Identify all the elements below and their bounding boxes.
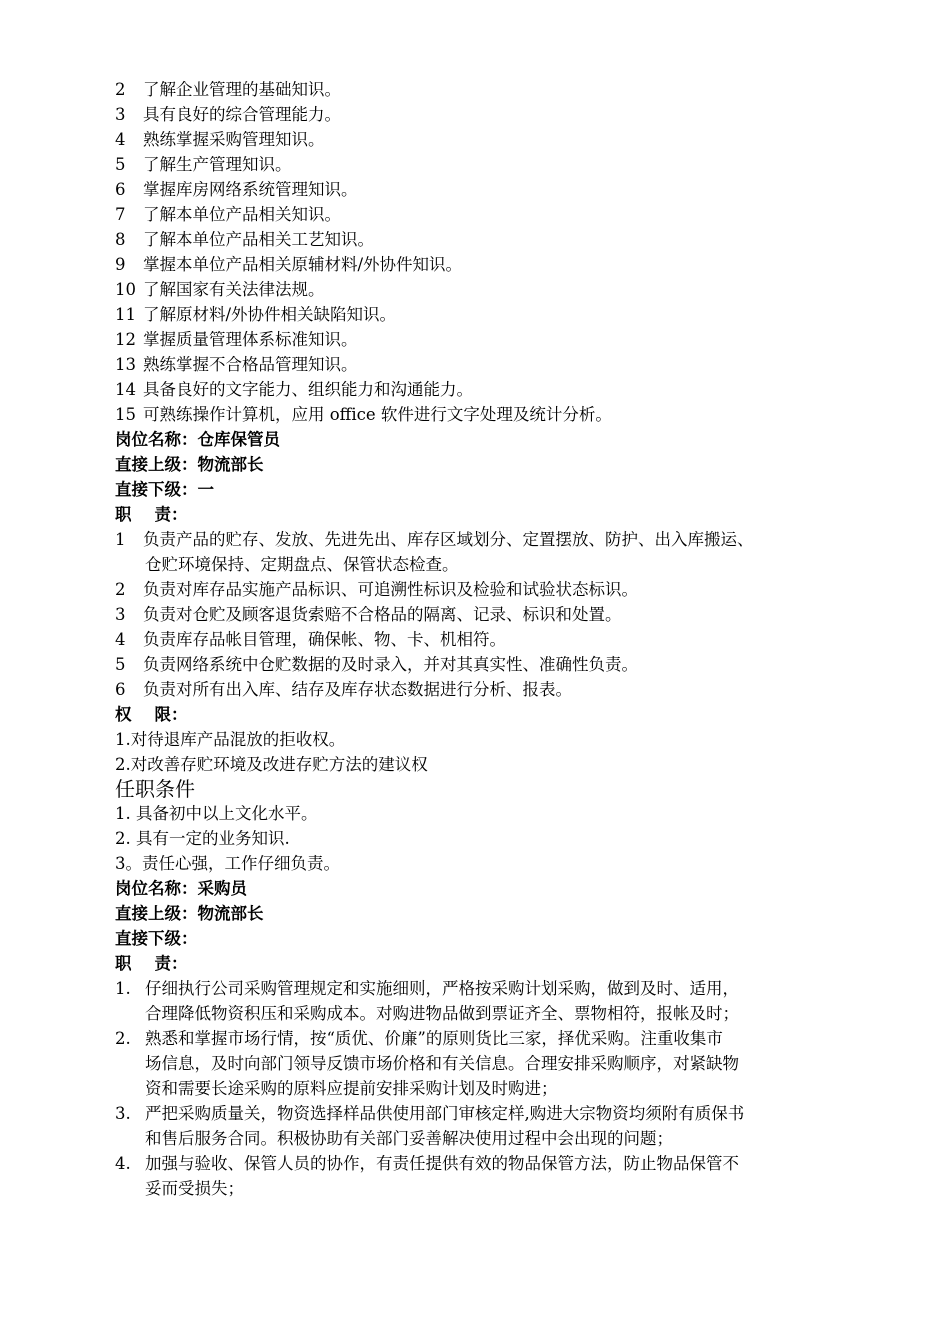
list-item: 7 了解本单位产品相关知识。 xyxy=(115,205,341,224)
direct-subordinate: 直接下级： xyxy=(115,929,198,948)
duty-item: 3. 严把采购质量关，物资选择样品供使用部门审核定样,购进大宗物资均须附有质保书 和售后服务合同。积极协助有关部门妥善解决使用过程中会出现的问题； xyxy=(115,1104,745,1148)
qualifications-heading: 任职条件 xyxy=(115,777,195,801)
list-item: 10 了解国家有关法律法规。 xyxy=(115,280,325,299)
qualification-item: 1. 具备初中以上文化水平。 xyxy=(115,804,318,823)
list-item: 9 掌握本单位产品相关原辅材料/外协件知识。 xyxy=(115,255,463,274)
direct-subordinate: 直接下级：一 xyxy=(115,480,214,499)
duty-item: 3 负责对仓贮及顾客退货索赔不合格品的隔离、记录、标识和处置。 xyxy=(115,605,622,624)
list-item: 13 熟练掌握不合格品管理知识。 xyxy=(115,355,358,374)
authority-label: 权 限： xyxy=(115,705,188,724)
direct-superior: 直接上级：物流部长 xyxy=(115,455,264,474)
list-item: 3 具有良好的综合管理能力。 xyxy=(115,105,341,124)
authority-item: 1.对待退库产品混放的拒收权。 xyxy=(115,730,346,749)
duty-item: 1. 仔细执行公司采购管理规定和实施细则，严格按采购计划采购，做到及时、适用， 合理降低物资积压和采购成本。对购进物品做到票证齐全、票物相符，报帐及时； xyxy=(115,979,739,1023)
list-item: 11 了解原材料/外协件相关缺陷知识。 xyxy=(115,305,397,324)
qualification-item: 2. 具有一定的业务知识. xyxy=(115,829,290,848)
list-item: 2 了解企业管理的基础知识。 xyxy=(115,80,341,99)
position-title: 岗位名称：仓库保管员 xyxy=(115,430,280,449)
duty-item: 4 负责库存品帐目管理，确保帐、物、卡、机相符。 xyxy=(115,630,506,649)
list-item: 4 熟练掌握采购管理知识。 xyxy=(115,130,325,149)
duty-item: 2. 熟悉和掌握市场行情，按“质优、价廉”的原则货比三家，择优采购。注重收集市 场信息，及时向部门领导反馈市场价格和有关信息。合理安排采购顺序，对紧缺物 资和需要长途采购的原料应提前安排采购计划及时购进； xyxy=(115,1029,739,1098)
list-item: 15 可熟练操作计算机，应用 office 软件进行文字处理及统计分析。 xyxy=(115,405,612,424)
duty-item: 1 负责产品的贮存、发放、先进先出、库存区域划分、定置摆放、防护、出入库搬运、 xyxy=(115,530,754,549)
duty-item: 2 负责对库存品实施产品标识、可追溯性标识及检验和试验状态标识。 xyxy=(115,580,638,599)
qualification-item: 3。责任心强，工作仔细负责。 xyxy=(115,854,340,873)
list-item: 12 掌握质量管理体系标准知识。 xyxy=(115,330,358,349)
duty-item-continuation: 仓贮环境保持、定期盘点、保管状态检查。 xyxy=(145,555,459,574)
duty-item: 5 负责网络系统中仓贮数据的及时录入，并对其真实性、准确性负责。 xyxy=(115,655,638,674)
list-item: 5 了解生产管理知识。 xyxy=(115,155,292,174)
duties-label: 职 责： xyxy=(115,505,188,524)
duties-label: 职 责： xyxy=(115,954,188,973)
list-item: 6 掌握库房网络系统管理知识。 xyxy=(115,180,358,199)
duty-item: 6 负责对所有出入库、结存及库存状态数据进行分析、报表。 xyxy=(115,680,572,699)
position-title: 岗位名称：采购员 xyxy=(115,879,247,898)
direct-superior: 直接上级：物流部长 xyxy=(115,904,264,923)
list-item: 14 具备良好的文字能力、组织能力和沟通能力。 xyxy=(115,380,473,399)
list-item: 8 了解本单位产品相关工艺知识。 xyxy=(115,230,374,249)
duty-item: 4. 加强与验收、保管人员的协作，有责任提供有效的物品保管方法，防止物品保管不 妥而受损失； xyxy=(115,1154,739,1198)
authority-item: 2.对改善存贮环境及改进存贮方法的建议权 xyxy=(115,755,428,774)
